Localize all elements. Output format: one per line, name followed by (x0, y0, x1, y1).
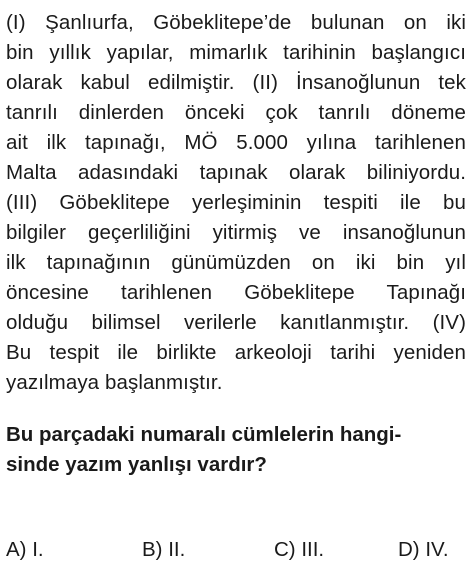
passage-line: olduğu bilimsel verilerle kanıtlanmıştır. (IV) (6, 311, 466, 334)
passage-line: (III) Göbeklitepe yerleşiminin tespiti ile bu (6, 191, 466, 214)
passage-line: öncesine tarihlenen Göbeklitepe Tapınağı (6, 281, 466, 304)
passage-line: olarak kabul edilmiştir. (II) İnsanoğlunun tek (6, 71, 466, 94)
question-page (6, 0, 466, 561)
passage-text (6, 0, 466, 398)
passage-line: Malta adasındaki tapınak olarak biliniyordu. (6, 161, 466, 184)
passage-line: yazılmaya başlanmıştır. (6, 371, 223, 394)
option-d[interactable]: D) IV. (398, 538, 449, 561)
passage-line: Bu tespit ile birlikte arkeoloji tarihi yeniden (6, 341, 466, 364)
option-b[interactable]: B) II. (142, 538, 186, 561)
passage-line: bin yıllık yapılar, mimarlık tarihinin başlangıcı (6, 41, 466, 64)
question-prompt (6, 420, 466, 480)
passage-line: ait ilk tapınağı, MÖ 5.000 yılına tarihlenen (6, 131, 466, 154)
passage-line: bilgiler geçerliliğini yitirmiş ve insanoğlunun (6, 221, 466, 244)
passage-line: (I) Şanlıurfa, Göbeklitepe’de bulunan on iki (6, 11, 466, 34)
passage-line: tanrılı dinlerden önceki çok tanrılı döneme (6, 101, 466, 124)
option-c[interactable]: C) III. (274, 538, 325, 561)
question-line: sinde yazım yanlışı vardır? (6, 453, 267, 476)
answer-options (6, 535, 466, 565)
passage-line: ilk tapınağının günümüzden on iki bin yıl (6, 251, 466, 274)
option-a[interactable]: A) I. (6, 538, 44, 561)
question-line: Bu parçadaki numaralı cümlelerin hangi- (6, 423, 402, 446)
